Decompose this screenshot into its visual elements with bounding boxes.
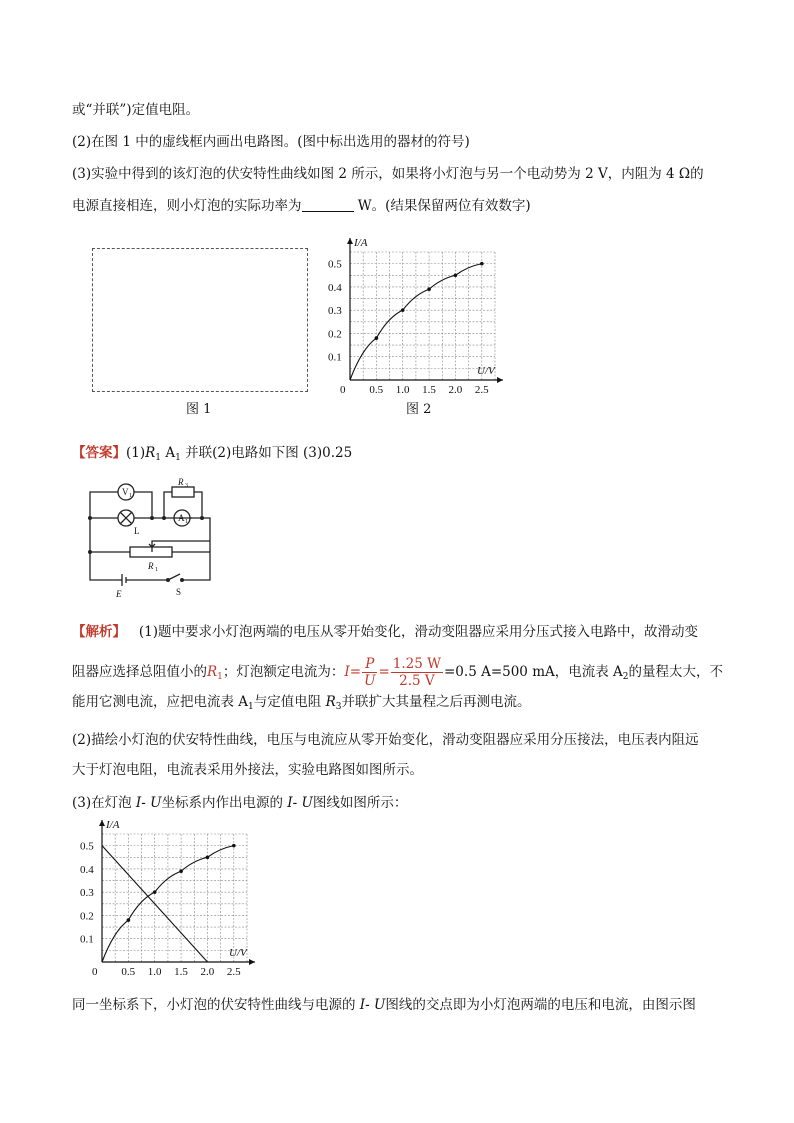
eq-u: U [364,673,376,689]
analysis-tag: 【解析】 [72,624,126,640]
eq-current: I [344,664,350,680]
analysis-r1: R [207,664,218,680]
y-tick-label: 0.4 [328,281,342,294]
data-point [454,273,458,277]
answer-r1-sub: 1 [155,453,162,463]
analysis-chart [72,818,262,978]
analysis-r1-sub: 1 [217,672,223,682]
analysis-line-1 [72,622,698,642]
analysis-iu-3: I- U [359,997,386,1013]
analysis-line-5: 大于灯泡电阻，电流表采用外接法，实验电路图如图所示。 [72,762,423,778]
analysis-line-4: (2)描绘小灯泡的伏安特性曲线，电压与电流应从零开始变化，滑动变阻器应采用分压接法，电压表内阻远 [72,732,699,748]
analysis-text-3c: 并联扩大其量程之后再测电流。 [341,694,531,710]
answer-blank [302,198,354,212]
y-tick-label: 0.5 [80,840,94,853]
x-tick-label: 1.0 [395,384,410,396]
eq-a2-sub: 2 [622,672,629,682]
r3-label: R [178,478,184,487]
answer-a1: A [161,445,176,461]
v1-sub: 1 [129,493,132,499]
r1-label: R [148,561,154,571]
data-point [480,262,484,266]
figure-1-caption: 图 1 [186,402,212,417]
analysis-text-2: 阻器应选择总阻值小的 [72,664,207,680]
y-tick-label: 0.4 [80,863,94,876]
a1-label: A [178,513,185,523]
y-tick-label: 0.2 [80,910,94,923]
question-line-2: (2)在图 1 中的虚线框内画出电路图。(图中标出选用的器材的符号) [72,134,470,150]
analysis-line-2: 阻器应选择总阻值小的$R_1$；灯泡额定电流为：I= $\frac{P}{U}$ = $\frac{1.25 W}{2.5 V}$ =0.5 A=500 mA，电流表 $A_2$的量程太大，不 [72,656,724,689]
x-axis-arrow [249,959,255,965]
switch-symbol [168,574,180,580]
y-tick-label: 0.3 [80,887,94,900]
circuit-diagram [80,478,225,600]
question-line-4 [72,196,531,216]
analysis-text-7b: 图线的交点即为小灯泡两端的电压和电流，由图示图 [385,997,696,1013]
answer-part-1: (1) [126,445,146,461]
analysis-iu-2: I- U [287,795,313,811]
analysis-iu-1: I- U [135,795,162,811]
analysis-line-3 [72,692,530,717]
x-tick-label: 0.5 [121,966,136,978]
data-point [153,890,157,894]
analysis-text-6c: 图线如图所示： [312,795,408,811]
answer-a1-sub: 1 [175,453,181,463]
question-line-1: 或“并联”)定值电阻。 [72,102,200,118]
resistor-r3-symbol [172,487,194,497]
rheostat-r1-symbol [130,547,172,557]
analysis-text-3b: 与定值电阻 [253,694,326,710]
analysis-text-1: (1)题中要求小灯泡两端的电压从零开始变化，滑动变阻器应采用分压式接入电路中，故滑动变 [138,624,698,640]
x-tick-label: 1.0 [147,966,162,978]
battery-symbol [122,574,126,586]
answer-parallel: 并联 [180,445,213,461]
eq-numerator: 1.25 W [392,656,441,672]
switch-label: S [176,587,182,597]
y-tick-label: 0.3 [328,305,342,318]
data-point [232,844,236,848]
x-axis-label: U/V [229,947,247,959]
analysis-line-7 [72,995,696,1015]
x-tick-label: 1.5 [174,966,188,978]
x-tick-label: 1.5 [422,384,436,396]
x-axis-arrow [497,377,503,383]
eq-denominator: 2.5 V [399,673,435,689]
answer-tag: 【答案】 [72,445,126,461]
analysis-line-6 [72,793,407,813]
figure-2-chart [320,236,510,396]
analysis-r3-sub: 3 [335,702,342,712]
question-line-4-tail: W。(结果保留两位有效数字) [353,198,531,214]
x-tick-label: 2.5 [226,966,241,978]
answer-line [72,443,352,468]
x-axis-label: U/V [477,365,495,377]
y-tick-label: 0.1 [80,933,94,946]
y-tick-label: 0.2 [328,328,342,341]
answer-part-2: (2)电路如下图 [212,445,299,461]
a1-sub: 1 [185,519,188,525]
answer-part-3: (3)0.25 [303,445,353,461]
y-tick-label: 0.1 [328,351,342,364]
data-point [401,308,405,312]
y-axis-label: I/A [354,237,368,249]
eq-result: =0.5 A=500 mA，电流表 A [444,664,623,680]
x-tick-label: 0.5 [369,384,384,396]
analysis-text-3: 能用它测电流，应把电流表 A [72,694,249,710]
analysis-text-6: (3)在灯泡 [72,795,136,811]
data-point [127,918,131,922]
origin-label: 0 [340,384,346,396]
y-axis-arrow [347,238,353,244]
eq-p: P [362,656,377,673]
figure-2-caption: 图 2 [406,402,432,417]
x-tick-label: 2.0 [448,384,463,396]
x-tick-label: 2.5 [474,384,489,396]
analysis-text-7: 同一坐标系下，小灯泡的伏安特性曲线与电源的 [72,997,360,1013]
data-point [179,869,183,873]
eq-fraction-pu [362,656,377,689]
analysis-text-2b: ；灯泡额定电流为： [222,664,345,680]
figure-1-dashed-box [92,248,308,392]
eq-tail: 的量程太大，不 [628,664,724,680]
analysis-r3: R [325,694,336,710]
x-tick-label: 2.0 [200,966,215,978]
analysis-text-6b: 坐标系内作出电源的 [161,795,288,811]
y-axis-label: I/A [106,819,120,831]
v1-label: V [122,487,129,497]
r1-sub: 1 [155,567,158,573]
question-line-3: (3)实验中得到的该灯泡的伏安特性曲线如图 2 所示，如果将小灯泡与另一个电动势为 2 V，内阻为 4 Ω的 [72,166,704,182]
data-point [206,855,210,859]
answer-r1: R [145,445,156,461]
analysis-a1-sub: 1 [248,702,254,712]
lamp-label: L [134,526,140,536]
data-point [375,336,379,340]
emf-label: E [116,589,122,599]
y-tick-label: 0.5 [328,258,342,271]
origin-label: 0 [92,966,98,978]
question-line-4-text: 电源直接相连，则小灯泡的实际功率为 [72,198,302,214]
y-axis-arrow [99,820,105,826]
eq-fraction-values [391,656,443,689]
r3-sub: 3 [185,483,188,489]
data-point [427,287,431,291]
